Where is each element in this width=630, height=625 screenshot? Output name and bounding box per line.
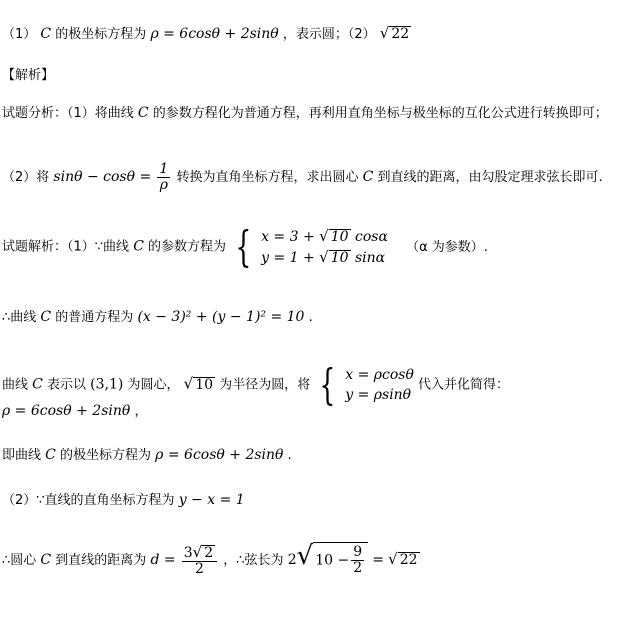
sqrt-symbol: √ — [319, 227, 329, 245]
sqrt-2: 2 — [204, 544, 214, 561]
answer-line — [2, 24, 411, 44]
curve-c: C — [40, 552, 52, 568]
curve-c: C — [362, 169, 374, 185]
chord-fraction-den: 2 — [353, 559, 363, 576]
distance-denominator: 2 — [194, 560, 204, 577]
solution-line-2 — [2, 308, 313, 327]
solution-text-1b: 的参数方程为 — [148, 239, 227, 255]
fraction-one-over-rho — [157, 162, 170, 193]
sqrt-symbol: √ — [192, 542, 203, 561]
left-brace: { — [235, 222, 252, 271]
solution-text-5a: 即曲线 — [2, 448, 42, 463]
period: . — [287, 448, 292, 463]
curve-c: C — [45, 447, 56, 463]
param-y-lhs: y = 1 + — [261, 250, 320, 266]
analysis-equation: sinθ − cosθ = — [53, 169, 152, 185]
sqrt-symbol: √ — [388, 550, 398, 568]
answer-part1-label: （1） — [2, 27, 37, 42]
solution-line-3 — [2, 360, 510, 409]
sub-y-row: y = ρsinθ — [345, 387, 412, 403]
parametric-y-row — [261, 247, 388, 268]
parametric-system — [261, 226, 388, 268]
solution-text-1a: 试题解析：（1）∵曲线 — [2, 239, 130, 255]
fraction-denominator: ρ — [159, 177, 168, 193]
fraction-numerator: 1 — [159, 161, 169, 177]
solution-text-3e: 代入并化简得： — [418, 377, 510, 393]
polar-equation-final: ρ = 6cosθ + 2sinθ — [155, 447, 284, 463]
chord-fraction — [351, 545, 364, 576]
param-x-lhs: x = 3 + — [261, 229, 320, 245]
analysis-paragraph-2 — [2, 162, 603, 193]
sub-x-row: x = ρcosθ — [345, 367, 414, 383]
solution-line-6 — [2, 491, 245, 510]
solution-text-7c: ，∴弦长为 — [223, 553, 284, 568]
curve-c: C — [40, 26, 52, 42]
chord-result-sqrt-22: 22 — [399, 552, 418, 568]
solution-line-1 — [2, 222, 488, 271]
parametric-x-row — [261, 226, 388, 247]
distance-label: d = — [150, 552, 176, 568]
distance-coefficient: 3 — [183, 544, 193, 561]
line-equation: y − x = 1 — [178, 492, 245, 508]
analysis-paragraph-1 — [2, 106, 628, 121]
polar-equation: ρ = 6cosθ + 2sinθ — [2, 403, 131, 419]
solution-text-3c: 为圆心， — [127, 377, 180, 393]
curve-c: C — [137, 105, 149, 121]
distance-numerator — [182, 542, 217, 562]
distance-fraction — [182, 542, 217, 577]
analysis-text-1b: 的参数方程化为普通方程，再利用直角坐标与极坐标的互化公式进行转换即 — [152, 106, 582, 121]
solution-text-3d: 为半径为圆，将 — [219, 377, 311, 393]
radius-sqrt-10: 10 — [195, 376, 214, 393]
answer-sqrt-22: 22 — [391, 26, 410, 42]
solution-text-3a: 曲线 — [2, 377, 29, 393]
chord-radicand — [313, 542, 368, 576]
curve-c: C — [32, 376, 43, 393]
param-cos: cosα — [355, 229, 388, 245]
sqrt-symbol: √ — [296, 541, 314, 571]
comma: ， — [134, 404, 148, 419]
left-brace: { — [319, 360, 336, 409]
analysis-text-1c: 可； — [581, 106, 608, 121]
solution-line-4 — [2, 402, 147, 421]
chord-fraction-num: 9 — [353, 543, 363, 560]
solution-line-7 — [2, 536, 420, 581]
solution-text-6a: （2）∵直线的直角坐标方程为 — [2, 493, 175, 508]
analysis-text-2c: 到直线的距离，由勾股定理求弦长即可. — [377, 170, 603, 185]
period: . — [308, 310, 313, 325]
parameter-note: （α 为参数）. — [406, 239, 488, 255]
substitution-system — [345, 365, 414, 405]
solution-text-3b: 表示以 — [47, 377, 87, 393]
sqrt-symbol: √ — [319, 248, 329, 266]
analysis-text-2a: （2）将 — [2, 170, 50, 185]
chord-coefficient: 2 — [287, 552, 297, 568]
sqrt-10: 10 — [330, 250, 349, 266]
sqrt-symbol: √ — [183, 374, 194, 393]
solution-text-5b: 的极坐标方程为 — [60, 448, 152, 463]
sqrt-symbol: √ — [379, 24, 390, 42]
sqrt-10: 10 — [330, 229, 349, 245]
param-sin: sinα — [355, 250, 386, 266]
equals-sign: = — [372, 552, 384, 568]
ordinary-equation: (x − 3)² + (y − 1)² = 10 — [137, 309, 305, 325]
curve-c: C — [40, 309, 52, 325]
analysis-text-1a: 试题分析：（1）将曲线 — [2, 106, 134, 121]
chord-radicand-text: 10 − — [315, 552, 350, 568]
analysis-heading: 【解析】 — [2, 68, 55, 83]
solution-text-2b: 的普通方程为 — [55, 310, 134, 325]
curve-c: C — [133, 238, 144, 255]
solution-text-2a: ∴曲线 — [2, 310, 37, 325]
circle-center: (3,1) — [90, 376, 124, 393]
solution-line-5 — [2, 446, 292, 465]
answer-text-1: 的极坐标方程为 — [55, 27, 147, 42]
answer-polar-equation: ρ = 6cosθ + 2sinθ — [150, 26, 279, 42]
solution-text-7a: ∴圆心 — [2, 553, 37, 568]
solution-text-7b: 到直线的距离为 — [55, 553, 147, 568]
answer-text-2: ，表示圆；（2） — [282, 27, 376, 42]
analysis-text-2b: 转换为直角坐标方程，求出圆心 — [176, 170, 359, 185]
